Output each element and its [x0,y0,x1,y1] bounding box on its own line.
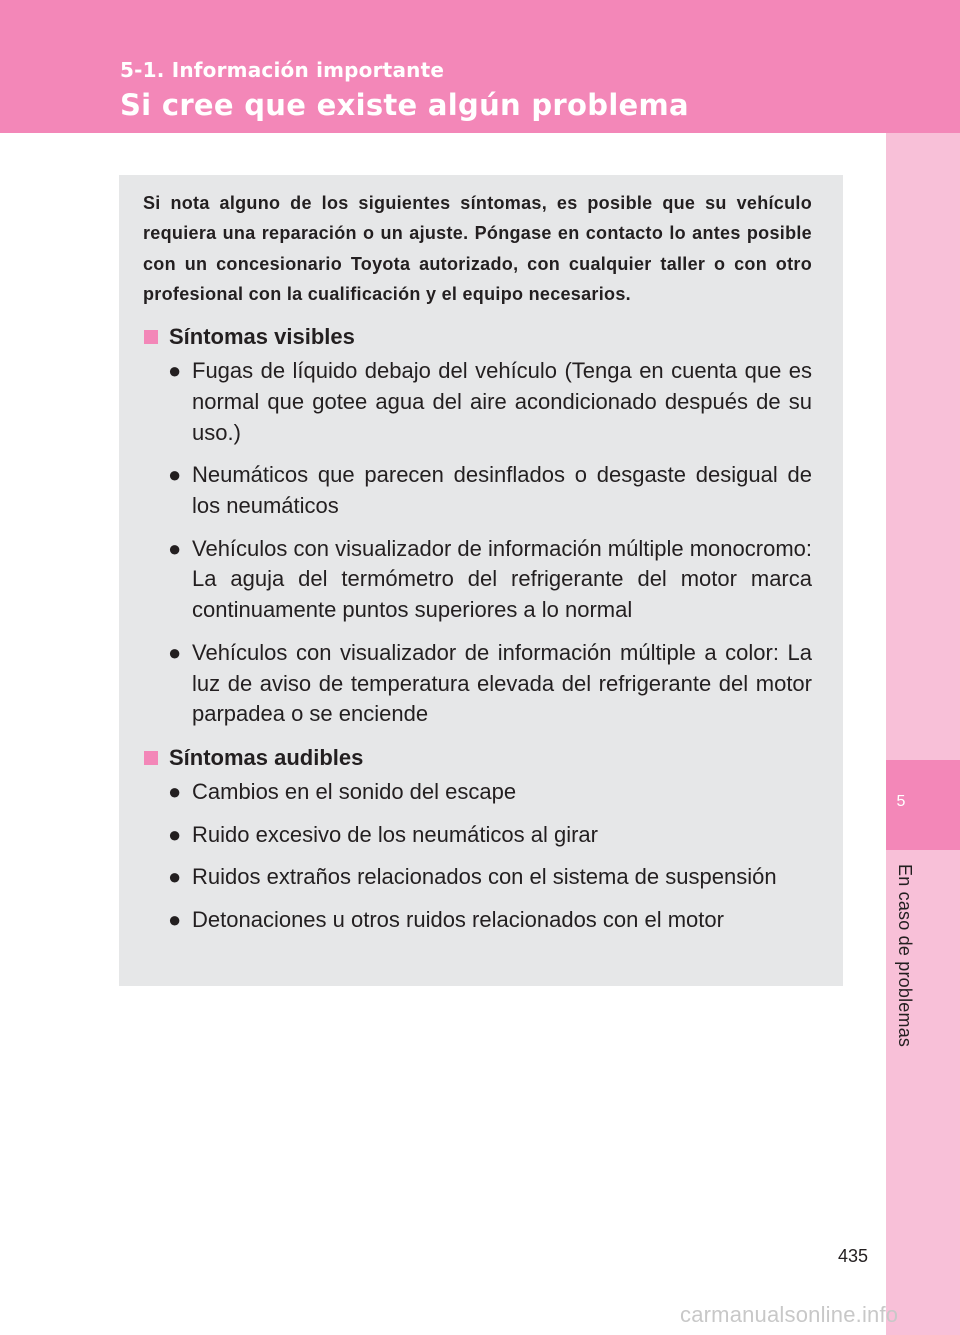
bullet-icon: ● [168,821,182,847]
list-item-text: Vehículos con visualizador de información múltiple monocromo: La aguja del termómetro del refrigerante del motor marca continuamente puntos superiores a lo normal [192,535,812,623]
chapter-title: En caso de problemas [895,864,915,1048]
list-item-text: Vehículos con visualizador de información múltiple a color: La luz de aviso de temperatura elevada del refrigerante del motor parpadea o se enciende [192,639,812,727]
section-heading-text: Síntomas visibles [169,324,355,350]
list-item [143,356,812,448]
bullet-icon: ● [168,358,182,384]
page-title: Si cree que existe algún problema [120,88,689,122]
bullet-icon: ● [168,535,182,561]
content-box [119,175,843,986]
pink-square-icon [144,751,158,765]
list-item-text: Ruidos extraños relacionados con el sistema de suspensión [192,864,777,890]
chapter-number: 5 [896,793,906,810]
list-item-text: Detonaciones u otros ruidos relacionados con el motor [192,907,724,933]
list-item [143,638,812,730]
list-item-text: Neumáticos que parecen desinflados o desgaste desigual de los neumáticos [192,462,812,518]
list-item [143,905,812,936]
chapter-marker [886,760,960,850]
chapter-side-tab [886,133,960,1335]
list-item-text: Ruido excesivo de los neumáticos al girar [192,821,598,847]
bullet-icon: ● [168,864,182,890]
watermark: carmanualsonline.info [680,1302,899,1327]
list-item-text: Cambios en el sonido del escape [192,778,517,804]
intro-paragraph: Si nota alguno de los siguientes síntomas, es posible que su vehículo requiera una reparación o un ajuste. Póngase en contacto lo antes posible con un concesionario Toyota autorizado, con cualquier taller o con otro profesional con la cualificación y el equipo necesarios. [143,193,812,304]
section-heading-visible [143,322,812,352]
list-item [143,862,812,893]
pink-square-icon [144,330,158,344]
list-item [143,460,812,521]
bullet-icon: ● [168,639,182,665]
bullet-icon: ● [168,778,182,804]
header-bar [0,0,960,133]
bullet-icon: ● [168,462,182,488]
visible-symptoms-list [143,356,812,730]
list-item [143,534,812,626]
section-label: 5-1. Información importante [120,58,445,82]
section-heading-audible [143,743,812,773]
list-item [143,820,812,851]
audible-symptoms-list [143,777,812,936]
section-heading-text: Síntomas audibles [169,744,364,770]
page-number: 435 [838,1246,869,1266]
list-item [143,777,812,808]
bullet-icon: ● [168,907,182,933]
list-item-text: Fugas de líquido debajo del vehículo (Tenga en cuenta que es normal que gotee agua del aire acondicionado después de su uso.) [192,358,812,445]
